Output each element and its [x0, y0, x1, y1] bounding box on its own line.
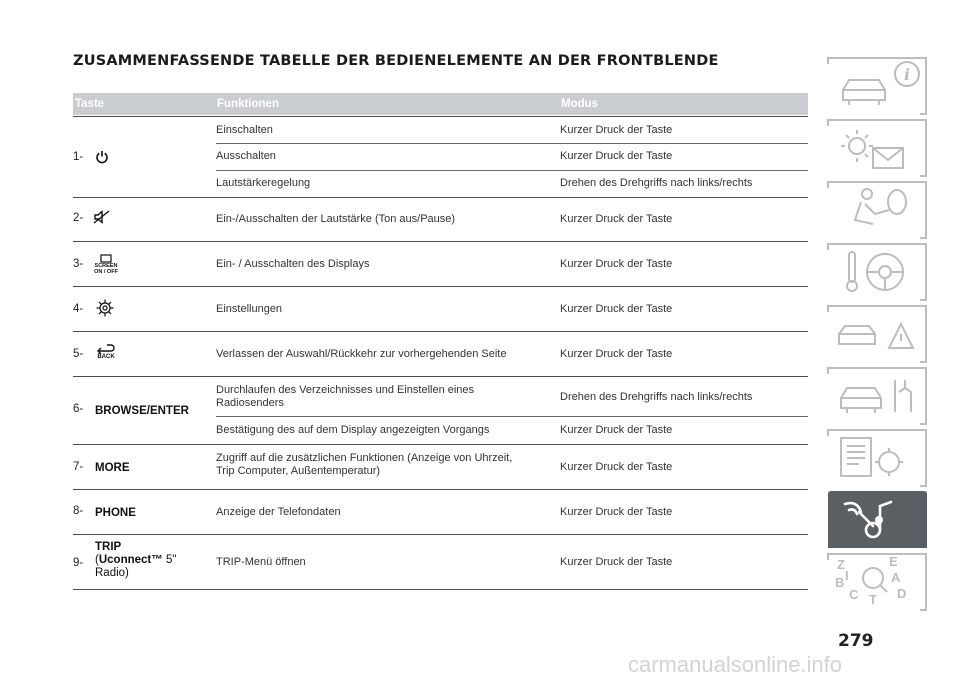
row-number: 7- — [73, 461, 84, 473]
header-taste: Taste — [75, 98, 105, 110]
mode-text: Kurzer Druck der Taste — [560, 150, 673, 162]
svg-text:E: E — [889, 554, 898, 569]
row-divider — [73, 489, 808, 490]
row-number: 9- — [73, 557, 84, 569]
row-divider — [73, 241, 808, 242]
sidebar-item-safety[interactable] — [827, 180, 928, 240]
sidebar-item-emergency[interactable] — [827, 304, 928, 364]
header-modus: Modus — [561, 98, 599, 110]
warning-light-message-icon — [827, 118, 928, 178]
mode-text: Kurzer Druck der Taste — [560, 461, 673, 473]
page-title: ZUSAMMENFASSENDE TABELLE DER BEDIENELEMENTE AN DER FRONTBLENDE — [73, 53, 719, 69]
function-text: Lautstärkeregelung — [216, 177, 311, 189]
function-text-line1: Durchlaufen des Verzeichnisses und Einstellen eines — [216, 384, 475, 396]
row-divider — [73, 197, 808, 198]
mode-text: Kurzer Druck der Taste — [560, 506, 673, 518]
car-maintenance-icon — [827, 366, 928, 426]
function-text: Anzeige der Telefondaten — [216, 506, 341, 518]
table-header — [73, 93, 808, 115]
svg-text:i: i — [903, 65, 911, 84]
sidebar-item-start-drive[interactable] — [827, 242, 928, 302]
car-info-icon — [827, 56, 928, 116]
row-number: 1- — [73, 151, 84, 163]
sub-row-divider — [216, 170, 808, 171]
car-accident-warning-icon — [827, 304, 928, 364]
row-number: 8- — [73, 505, 84, 517]
key-label: BROWSE/ENTER — [95, 405, 189, 417]
function-text: Einstellungen — [216, 303, 283, 315]
back-icon — [93, 342, 119, 361]
function-text-line2: Radiosenders — [216, 397, 284, 409]
function-text: Bestätigung des auf dem Display angezeigten Vorgangs — [216, 424, 490, 436]
function-text: Ausschalten — [216, 150, 276, 162]
row-number: 3- — [73, 258, 84, 270]
row-number: 2- — [73, 212, 84, 224]
sidebar-item-technical-data[interactable] — [827, 428, 928, 488]
airbag-passenger-icon — [827, 180, 928, 240]
key-label-line1: TRIP — [95, 541, 122, 553]
svg-text:Z: Z — [837, 557, 845, 572]
function-text: Ein- / Ausschalten des Displays — [216, 258, 370, 270]
svg-text:A: A — [891, 570, 901, 585]
row-divider — [73, 444, 808, 445]
function-text: Ein-/Ausschalten der Lautstärke (Ton aus/Pause) — [216, 213, 456, 225]
sidebar-item-warning-lights[interactable] — [827, 118, 928, 178]
function-text-line2: Trip Computer, Außentemperatur) — [216, 465, 381, 477]
sidebar-item-car-info[interactable] — [827, 56, 928, 116]
mode-text: Kurzer Druck der Taste — [560, 213, 673, 225]
row-number: 4- — [73, 303, 84, 315]
sidebar-item-maintenance[interactable] — [827, 366, 928, 426]
function-text: Einschalten — [216, 124, 273, 136]
row-number: 6- — [73, 403, 84, 415]
mode-text: Kurzer Druck der Taste — [560, 124, 673, 136]
mode-text: Kurzer Druck der Taste — [560, 258, 673, 270]
row-divider — [73, 534, 808, 535]
mode-text: Kurzer Druck der Taste — [560, 556, 673, 568]
mute-icon — [92, 209, 112, 230]
svg-text:D: D — [897, 586, 907, 601]
sidebar-item-index[interactable] — [827, 552, 928, 612]
multimedia-music-icon — [827, 490, 928, 550]
brand-name: Uconnect™ — [98, 554, 163, 566]
page-number: 279 — [838, 631, 874, 651]
row-number: 5- — [73, 348, 84, 360]
row-divider — [73, 589, 808, 590]
steering-key-icon — [827, 242, 928, 302]
mode-text: Drehen des Drehgriffs nach links/rechts — [560, 177, 753, 189]
onoff-icon-label: ON / OFF — [94, 269, 118, 275]
svg-text:T: T — [869, 592, 877, 607]
function-text: Verlassen der Auswahl/Rückkehr zur vorhergehenden Seite — [216, 348, 507, 360]
row-divider — [73, 331, 808, 332]
key-label-line2: (Uconnect™ 5" — [95, 554, 177, 566]
header-funktionen: Funktionen — [217, 98, 279, 110]
row-divider — [73, 376, 808, 377]
sidebar-item-multimedia[interactable] — [827, 490, 928, 550]
svg-text:B: B — [835, 575, 845, 590]
sub-row-divider — [216, 416, 808, 417]
function-text: TRIP-Menü öffnen — [216, 556, 306, 568]
watermark: carmanualsonline.info — [628, 652, 843, 677]
mode-text: Kurzer Druck der Taste — [560, 348, 673, 360]
screen-onoff-icon — [93, 254, 119, 275]
settings-gear-icon — [95, 298, 115, 323]
sub-row-divider — [216, 143, 808, 144]
screen-icon-label: SCREEN — [94, 263, 118, 269]
function-text-line1: Zugriff auf die zusätzlichen Funktionen (Anzeige von Uhrzeit, — [216, 452, 513, 464]
svg-text:I: I — [845, 568, 849, 583]
mode-text: Kurzer Druck der Taste — [560, 424, 673, 436]
index-alphabet-search-icon — [827, 552, 928, 612]
svg-text:C: C — [849, 587, 859, 602]
key-label-line3: Radio) — [95, 567, 129, 579]
key-label — [95, 541, 176, 580]
mode-text: Drehen des Drehgriffs nach links/rechts — [560, 391, 753, 403]
technical-data-list-icon — [827, 428, 928, 488]
key-label: PHONE — [95, 507, 136, 519]
mode-text: Kurzer Druck der Taste — [560, 303, 673, 315]
back-icon-label: BACK — [97, 354, 115, 360]
row-divider — [73, 286, 808, 287]
row-divider — [73, 116, 808, 117]
power-icon — [95, 150, 109, 169]
key-label: MORE — [95, 462, 130, 474]
